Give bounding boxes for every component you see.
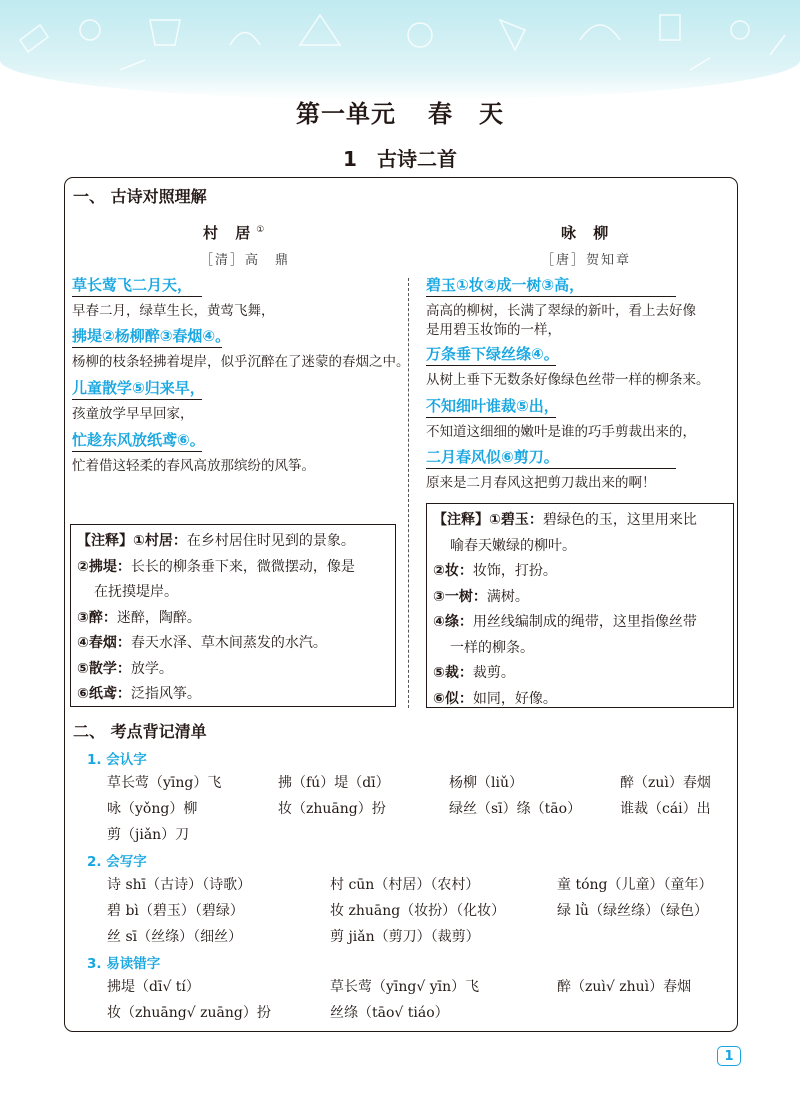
notes-box-left: 【注释】①村居：在乡村居住时见到的景象。 ②拂堤：长长的柳条垂下来，微微摆动，像是 在抚摸堤岸。 ③醉：迷醉，陶醉。 ④春烟：春天水泽、草木间蒸发的水汽。 ⑤散学：放学。 ⑥纸鸢：泛指风筝。 [70, 524, 396, 707]
word-item: 村 cūn（村居）（农村） [330, 877, 480, 893]
poem-author-left: ［清］高 鼎 [200, 253, 291, 268]
word-item: 剪（jiǎn）刀 [107, 827, 190, 843]
translation-line-left: 杨柳的枝条轻拂着堤岸，似乎沉醉在了迷蒙的春烟之中。 [72, 347, 222, 370]
word-item: 妆（zhuāng）扮 [278, 801, 386, 817]
translation-line-left: 早春二月，绿草生长，黄莺飞舞， [72, 296, 202, 319]
translation-line-right: 高高的柳树，长满了翠绿的新叶，看上去好像 [426, 296, 676, 319]
poem-line-right: 二月春风似⑥剪刀。 [426, 448, 559, 466]
word-item: 妆（zhuāng√ zuāng）扮 [107, 1005, 271, 1021]
subheading-misread: 3. 易读错字 [87, 956, 161, 972]
page-number: 1 [717, 1046, 741, 1066]
word-item: 醉（zuì√ zhuì）春烟 [557, 979, 692, 995]
translation-line-right: 从树上垂下无数条好像绿色丝带一样的柳条来。 [426, 365, 556, 388]
poem-line-right: 碧玉①妆②成一树③高， [426, 276, 585, 294]
translation-line-left: 忙着借这轻柔的春风高放那缤纷的风筝。 [72, 451, 202, 474]
translation-line-right: 原来是二月春风这把剪刀裁出来的啊！ [426, 468, 676, 491]
header-band [0, 0, 800, 100]
lesson-title: 1 古诗二首 [343, 147, 457, 171]
word-item: 诗 shī（古诗）（诗歌） [107, 877, 252, 893]
word-item: 醉（zuì）春烟 [620, 775, 711, 791]
word-item: 绿丝（sī）绦（tāo） [449, 801, 582, 817]
subheading-write: 2. 会写字 [87, 854, 147, 870]
word-item: 丝 sī（丝绦）（细丝） [107, 929, 243, 945]
word-item: 绿 lǜ（绿丝绦）（绿色） [557, 903, 708, 919]
word-item: 丝绦（tāo√ tiáo） [330, 1005, 449, 1021]
poem-title-right: 咏 柳 [561, 224, 615, 242]
word-item: 拂堤（dī√ tí） [107, 979, 200, 995]
poem-line-right: 万条垂下绿丝绦④。 [426, 345, 559, 363]
word-item: 拂（fú）堤（dī） [278, 775, 390, 791]
word-item: 咏（yǒng）柳 [107, 801, 198, 817]
word-item: 杨柳（liǔ） [449, 775, 523, 791]
word-item: 妆 zhuāng（妆扮）（化妆） [330, 903, 506, 919]
section-heading-2: 二、 考点背记清单 [73, 722, 207, 741]
poem-line-left: 拂堤②杨柳醉③春烟④。 [72, 327, 231, 345]
translation-line-left: 孩童放学早早回家， [72, 399, 202, 422]
column-divider [408, 278, 409, 708]
poem-author-right: ［唐］贺知章 [541, 253, 632, 268]
word-item: 碧 bì（碧玉）（碧绿） [107, 903, 244, 919]
poem-line-left: 忙趁东风放纸鸢⑥。 [72, 431, 205, 449]
poem-line-left: 儿童散学⑤归来早， [72, 379, 205, 397]
poem-line-left: 草长莺飞二月天， [72, 276, 193, 294]
poem-line-right: 不知细叶谁裁⑤出， [426, 397, 559, 415]
poem-title-left: 村 居① [203, 224, 265, 242]
translation-line-right: 不知道这细细的嫩叶是谁的巧手剪裁出来的， [426, 417, 556, 440]
word-item: 谁裁（cái）出 [620, 801, 711, 817]
translation-line-right: 是用碧玉妆饰的一样， [426, 322, 561, 338]
word-item: 童 tóng（儿童）（童年） [557, 877, 713, 893]
notes-box-right: 【注释】①碧玉：碧绿色的玉，这里用来比 喻春天嫩绿的柳叶。 ②妆：妆饰，打扮。 ③一树：满树。 ④绦：用丝线编制成的绳带，这里指像丝带 一样的柳条。 ⑤裁：裁剪。 ⑥似：如同，好像。 [426, 503, 734, 708]
word-item: 剪 jiǎn（剪刀）（裁剪） [330, 929, 480, 945]
word-item: 草长莺（yīng√ yīn）飞 [330, 979, 480, 995]
decorative-doodles [0, 0, 800, 100]
word-item: 草长莺（yīng）飞 [107, 775, 222, 791]
section-heading-1: 一、 古诗对照理解 [73, 187, 207, 206]
subheading-recognize: 1. 会认字 [87, 752, 147, 768]
unit-title: 第一单元 春 天 [296, 100, 504, 128]
